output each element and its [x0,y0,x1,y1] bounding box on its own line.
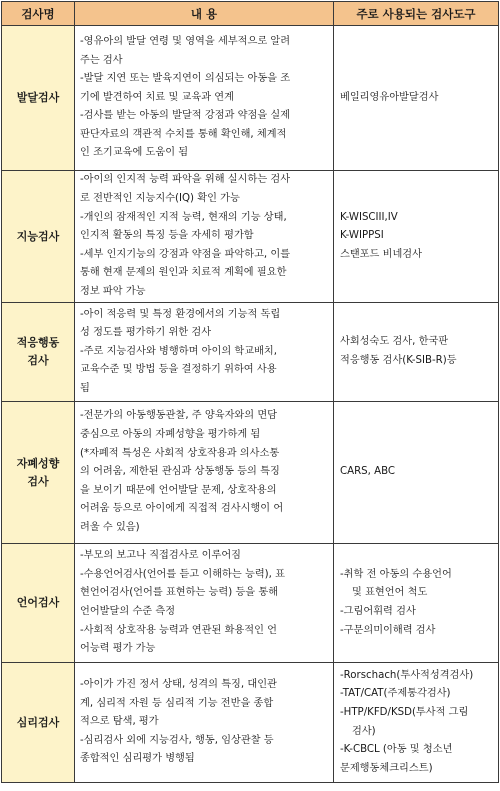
test-name-cell [2,663,75,783]
test-name: 적응행동 [16,336,60,349]
test-name: 언어검사 [16,596,60,609]
content-line: -사회적 상호작용 능력과 연관된 화용적인 언 [80,624,278,636]
test-name-cell [2,402,75,544]
content-line: 적으로 탐색, 평가 [80,716,159,728]
content-line: -아이 적응력 및 특정 환경에서의 기능적 독립 [80,308,281,320]
tool-item: K-WISCIII,IV [340,211,398,223]
content-line: 됨 [80,382,90,394]
content-line: 로 전반적인 지능지수(IQ) 확인 가능 [80,193,240,205]
content-line: 현언어검사(언어를 표현하는 능력) 등을 통해 [80,587,279,599]
content-line: -전문가의 아동행동관찰, 주 양육자와의 면담 [80,410,278,422]
tool-item: -취학 전 아동의 수용언어 [340,568,452,580]
tool-item: -구문의미이해력 검사 [340,624,436,636]
content-cell [75,303,334,402]
content-line: 언어발달의 수준 측정 [80,606,176,617]
content-line: 주는 검사 [80,54,123,66]
content-line: 계, 심리적 자원 등 심리적 기능 전반을 종합 [80,697,274,709]
content-line: -주로 지능검사와 병행하며 아이의 학교배치, [80,345,278,357]
content-line: -검사를 받는 아동의 발달적 강점과 약점을 실제 [80,110,291,122]
tool-item: 문제행동체크리스트) [340,762,433,774]
content-line: 어려움 등으로 아이에게 직접적 검사시행이 어 [80,503,284,515]
test-name-cell [2,171,75,303]
tool-item: 사회성숙도 검사, 한국판 [340,336,449,348]
header-test-name: 검사명 [2,2,75,26]
test-name: 발달검사 [16,91,60,104]
tool-item: -그림어휘력 검사 [340,606,416,617]
table-row [2,663,499,783]
content-line: 종합적인 심리평가 병행됨 [80,753,195,765]
content-line: -아이가 가진 정서 상태, 성격의 특징, 대인관 [80,679,277,691]
tool-item: 및 표현언어 척도 [352,587,428,599]
tools-cell [334,171,499,303]
test-name-cell [2,544,75,663]
tools-cell [334,663,499,783]
test-name-cell [2,303,75,402]
test-name: 검사 [27,354,49,367]
test-name: 자폐성향 [16,456,60,470]
test-name: 심리검사 [16,715,60,729]
content-line: -세부 인지기능의 강점과 약점을 파악하고, 이를 [80,248,291,260]
content-line: -영유아의 발달 연령 및 영역을 세부적으로 알려 [80,35,291,47]
content-line: 판단자료의 객관적 수치를 통해 확인해, 체계적 [80,128,287,140]
test-name: 검사 [27,474,49,488]
content-line: -심리검사 외에 지능검사, 행동, 임상관찰 등 [80,734,274,746]
content-cell [75,26,334,171]
tool-item: -K-CBCL (아동 및 청소년 [340,744,453,756]
content-cell [75,663,334,783]
tool-item: -TAT/CAT(주제통각검사) [340,688,451,700]
tool-item: -Rorschach(투사적성격검사) [340,669,474,681]
tools-cell [334,544,499,663]
content-line: 기에 발견하여 치료 및 교육과 연계 [80,91,234,103]
table-row [2,303,499,402]
content-line: 중심으로 아동의 자폐성향을 평가하게 됨 [80,429,261,441]
tool-item: -HTP/KFD/KSD(투사적 그림 [340,706,469,718]
table-body [2,26,499,783]
content-line: 을 보이기 때문에 언어발달 문제, 상호작용의 [80,484,277,496]
header-row [2,2,499,26]
content-cell [75,544,334,663]
tool-item: 스탠포드 비네검사 [340,248,422,260]
content-cell [75,402,334,544]
content-line: 의 어려움, 제한된 관심과 상동행동 등의 특징 [80,466,280,478]
test-name: 지능검사 [16,229,60,243]
tool-item: 검사) [352,725,376,737]
content-line: -부모의 보고나 직접검사로 이루어짐 [80,550,242,562]
content-line: 인 조기교육에 도움이 됨 [80,147,189,159]
content-line: (*자폐적 특성은 사회적 상호작용과 의사소통 [80,447,280,459]
content-line: -수용언어검사(언어를 듣고 이해하는 능력), 표 [80,568,285,580]
table-row [2,544,499,663]
tool-item: CARS, ABC [340,466,395,478]
tool-item: 적응행동 검사(K-SIB-R)등 [340,355,457,366]
content-line: 성 정도를 평가하기 위한 검사 [80,327,212,339]
content-line: -개인의 잠재적인 지적 능력, 현재의 기능 상태, [80,211,287,223]
content-line: 통해 현재 문제의 원인과 치료적 계획에 필요한 [80,267,287,279]
content-line: 려울 수 있음) [80,521,140,533]
content-line: 인지적 활동의 특징 등을 자세히 평가함 [80,230,254,242]
tools-cell [334,303,499,402]
tool-item: 베일리영유아발달검사 [340,91,439,103]
tools-cell [334,26,499,171]
tool-item: K-WIPPSI [340,230,384,242]
content-line: 어능력 평가 가능 [80,643,156,655]
content-line: 정보 파악 가능 [80,285,146,297]
tools-cell [334,402,499,544]
content-cell [75,171,334,303]
table-row [2,171,499,303]
table-row [2,402,499,544]
content-line: -아이의 인지적 능력 파악을 위해 실시하는 검사 [80,174,291,186]
content-line: -발달 지연 또는 발육지연이 의심되는 아동을 조 [80,73,291,85]
content-line: 교육수준 및 방법 등을 결정하기 위하여 사용 [80,364,277,376]
header-content: 내 용 [75,2,334,26]
table-row [2,26,499,171]
header-tools: 주로 사용되는 검사도구 [334,2,499,26]
test-name-cell [2,26,75,171]
assessment-table [1,1,499,783]
